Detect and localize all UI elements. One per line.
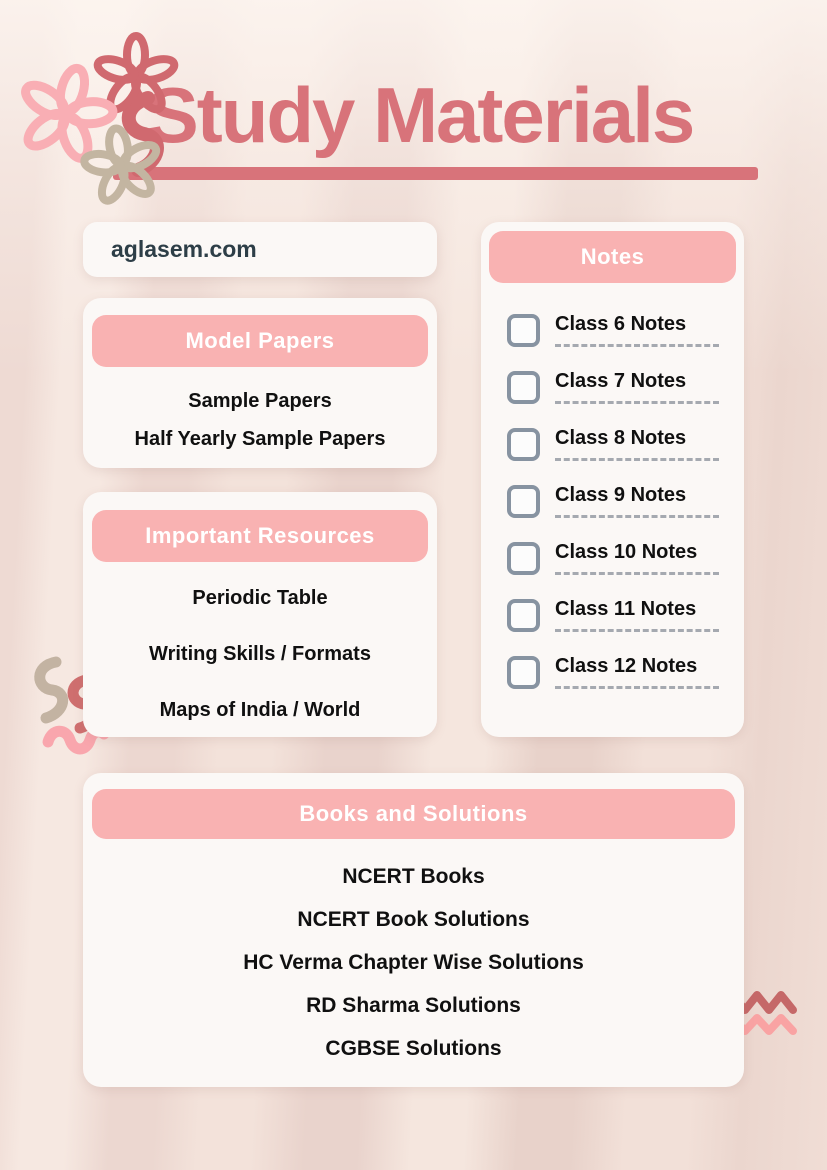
note-label: Class 10 Notes bbox=[555, 541, 719, 575]
note-row[interactable] bbox=[507, 598, 744, 632]
checkbox[interactable] bbox=[507, 599, 540, 632]
site-link-card[interactable] bbox=[83, 222, 437, 277]
note-label: Class 6 Notes bbox=[555, 313, 719, 347]
books-and-solutions-header: Books and Solutions bbox=[92, 789, 735, 839]
checkbox[interactable] bbox=[507, 656, 540, 689]
list-item: Writing Skills / Formats bbox=[149, 643, 371, 665]
list-item: NCERT Books bbox=[342, 865, 485, 888]
checkbox[interactable] bbox=[507, 485, 540, 518]
list-item: NCERT Book Solutions bbox=[297, 908, 530, 931]
note-label: Class 12 Notes bbox=[555, 655, 719, 689]
note-label: Class 9 Notes bbox=[555, 484, 719, 518]
note-row[interactable] bbox=[507, 427, 744, 461]
note-row[interactable] bbox=[507, 370, 744, 404]
important-resources-list bbox=[83, 586, 437, 722]
books-and-solutions-card bbox=[83, 773, 744, 1087]
note-row[interactable] bbox=[507, 655, 744, 689]
model-papers-header: Model Papers bbox=[92, 315, 428, 367]
checkbox[interactable] bbox=[507, 542, 540, 575]
checkbox[interactable] bbox=[507, 371, 540, 404]
note-row[interactable] bbox=[507, 541, 744, 575]
books-and-solutions-list bbox=[83, 865, 744, 1061]
list-item: Sample Papers bbox=[188, 390, 332, 412]
note-row[interactable] bbox=[507, 313, 744, 347]
list-item: CGBSE Solutions bbox=[325, 1037, 502, 1060]
model-papers-card bbox=[83, 298, 437, 468]
notes-list bbox=[507, 313, 744, 689]
checkbox[interactable] bbox=[507, 314, 540, 347]
checkbox[interactable] bbox=[507, 428, 540, 461]
note-label: Class 11 Notes bbox=[555, 598, 719, 632]
note-label: Class 8 Notes bbox=[555, 427, 719, 461]
notes-card bbox=[481, 222, 744, 737]
tan-squiggle bbox=[40, 662, 63, 718]
important-resources-header: Important Resources bbox=[92, 510, 428, 562]
list-item: Maps of India / World bbox=[159, 699, 361, 721]
list-item: Half Yearly Sample Papers bbox=[134, 428, 386, 450]
note-label: Class 7 Notes bbox=[555, 370, 719, 404]
list-item: Periodic Table bbox=[192, 587, 328, 609]
title-underline bbox=[113, 167, 758, 180]
note-row[interactable] bbox=[507, 484, 744, 518]
flower-decoration bbox=[18, 28, 208, 218]
list-item: HC Verma Chapter Wise Solutions bbox=[243, 951, 584, 974]
important-resources-card bbox=[83, 492, 437, 737]
list-item: RD Sharma Solutions bbox=[306, 994, 521, 1017]
notes-header: Notes bbox=[489, 231, 736, 283]
site-link[interactable]: aglasem.com bbox=[111, 236, 257, 262]
model-papers-list bbox=[83, 389, 437, 451]
page-title: Study Materials bbox=[146, 71, 694, 159]
